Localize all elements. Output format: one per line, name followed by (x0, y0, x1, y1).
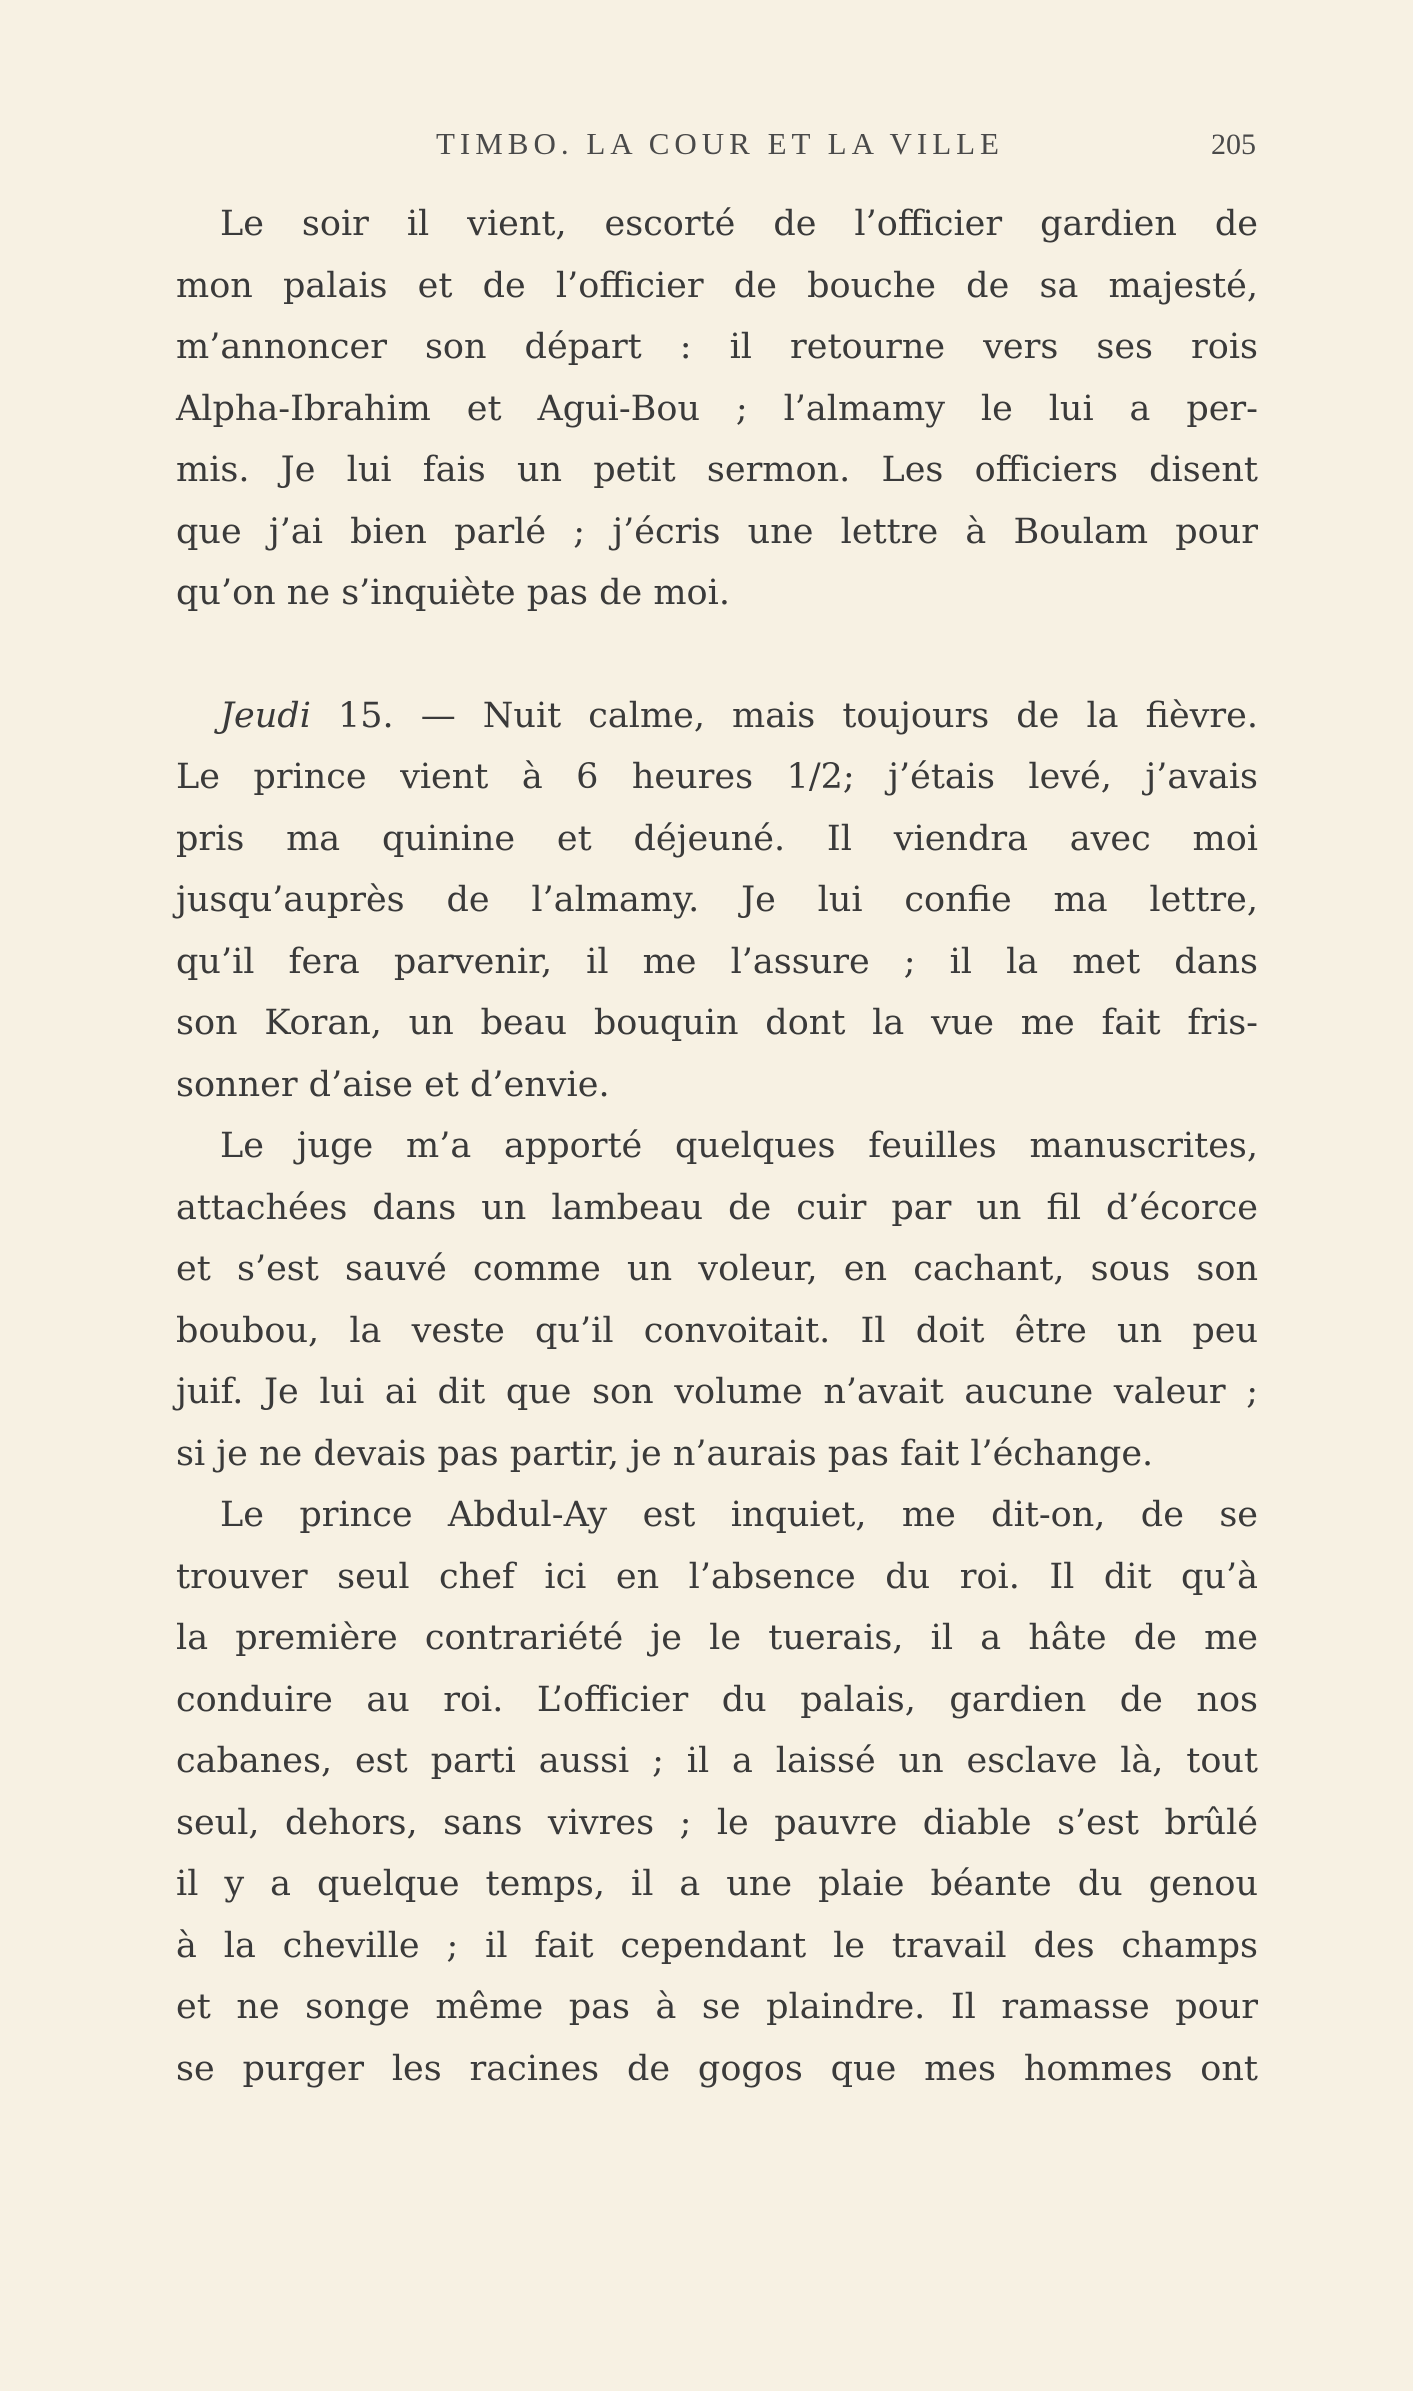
text-line: Le soir il vient, escorté de l’officier gardien de (220, 204, 1258, 244)
text-line: si je ne devais pas partir, je n’aurais pas fait l’échange. (176, 1433, 1154, 1474)
text-line: juif. Je lui ai dit que son volume n’avait aucune valeur ; (176, 1372, 1258, 1412)
text-line: m’annoncer son départ : il retourne vers ses rois (176, 327, 1258, 367)
text-line: qu’il fera parvenir, il me l’assure ; il la met dans (176, 941, 1258, 982)
text-line: et ne songe même pas à se plaindre. Il ramasse pour (176, 1987, 1258, 2027)
text-line: Le juge m’a apporté quelques feuilles manuscrites, (220, 1126, 1258, 1166)
text-line: que j’ai bien parlé ; j’écris une lettre à Boulam pour (176, 511, 1258, 552)
text-line: sonner d’aise et d’envie. (176, 1064, 610, 1105)
text-line: il y a quelque temps, il a une plaie béante du genou (176, 1864, 1258, 1904)
text-line: qu’on ne s’inquiète pas de moi. (176, 573, 730, 613)
text-line: boubou, la veste qu’il convoitait. Il doit être un peu (176, 1310, 1258, 1351)
text-line: conduire au roi. L’officier du palais, gardien de nos (176, 1679, 1258, 1720)
text-line-rest: 15. — Nuit calme, mais toujours de la fièvre. (310, 695, 1258, 736)
paragraph-3 (176, 1116, 1258, 1485)
page-number: 205 (1211, 128, 1256, 161)
text-line: attachées dans un lambeau de cuir par un fil d’écorce (176, 1187, 1258, 1228)
text-line: à la cheville ; il fait cependant le travail des champs (176, 1925, 1258, 1966)
text-line: la première contrariété je le tuerais, il a hâte de me (176, 1618, 1258, 1658)
paragraph-1 (176, 194, 1258, 625)
running-title: TIMBO. LA COUR ET LA VILLE (435, 126, 1004, 161)
text-line: pris ma quinine et déjeuné. Il viendra avec moi (176, 818, 1258, 859)
body-text (176, 194, 1258, 2100)
paragraph-spacer (176, 625, 1258, 686)
text-line: se purger les racines de gogos que mes hommes ont (176, 2048, 1258, 2089)
text-line: et s’est sauvé comme un voleur, en cachant, sous son (176, 1249, 1258, 1289)
text-line (220, 686, 1258, 748)
paragraph-2 (176, 686, 1258, 1117)
text-line: Alpha-Ibrahim et Agui-Bou ; l’almamy le lui a per- (176, 388, 1258, 429)
running-head (172, 126, 1268, 166)
text-line: cabanes, est parti aussi ; il a laissé un esclave là, tout (176, 1741, 1258, 1781)
text-line: jusqu’auprès de l’almamy. Je lui confie ma lettre, (176, 880, 1258, 920)
text-line: mis. Je lui fais un petit sermon. Les officiers disent (176, 450, 1258, 490)
text-line: trouver seul chef ici en l’absence du roi. Il dit qu’à (176, 1556, 1258, 1597)
text-line: Le prince Abdul-Ay est inquiet, me dit-on, de se (220, 1495, 1258, 1535)
paragraph-4 (176, 1485, 1258, 2100)
text-line: Le prince vient à 6 heures 1/2; j’étais levé, j’avais (176, 757, 1258, 797)
text-line: son Koran, un beau bouquin dont la vue me fait fris- (176, 1003, 1258, 1043)
text-line: seul, dehors, sans vivres ; le pauvre diable s’est brûlé (176, 1802, 1258, 1843)
text-line: mon palais et de l’officier de bouche de sa majesté, (176, 265, 1258, 306)
date-label: Jeudi (220, 695, 311, 736)
